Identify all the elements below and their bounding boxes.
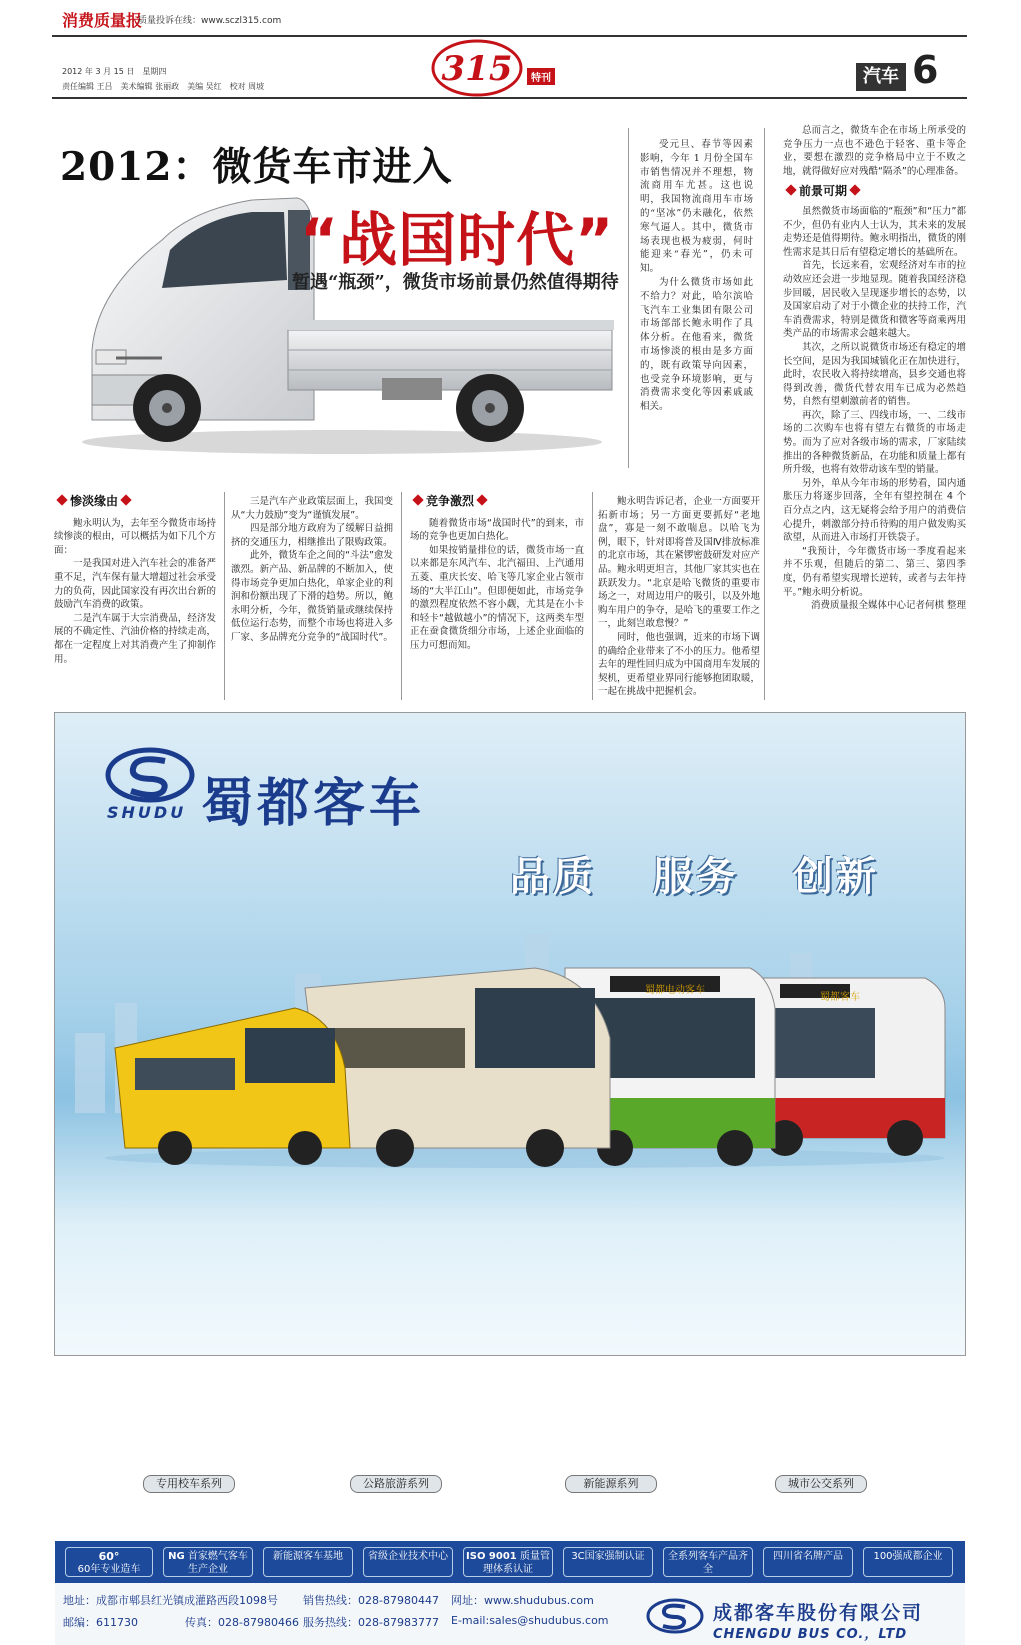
issue-date: 2012 年 3 月 15 日 星期四 [62,67,167,76]
intro-paragraph: 为什么微货市场如此不给力？对此，哈尔滨哈飞汽车工业集团有限公司市场部部长鲍永明作了具体分析。在他看来，微货市场惨淡的根由是多方面的，既有政策导向因素，也受竞争环境影响，更与消费需求变化等因素戚戚相关。 [640,276,753,413]
brand-english: SHUDU [107,803,187,822]
slogan-quality: 品质 [510,854,596,900]
masthead: 消费质量报 [62,11,143,30]
badge-brand: 四川省名牌产品 [763,1547,853,1577]
page-number: 6 [912,48,939,92]
column-divider [628,128,629,468]
paragraph: 同时，他也强调，近来的市场下调的确给企业带来了不小的压力。他希望去年的理性回归成为中国商用车发展的契机，更希望业界同行能够抱团取暖，一起在挑战中把握机会。 [598,631,760,698]
gold-coach-bus [305,968,610,1167]
header-rule-bottom [52,97,967,99]
bullet-icon [849,185,860,196]
column-4 [598,495,760,699]
paragraph: 首先，长远来看，宏观经济对车市的拉动效应还会进一步地显现。随着我国经济稳步回暖，居民收入呈现逐步增长的态势，以及国家启动了对于小微企业的扶持工作，汽车消费需求，特别是微货和微客等商乘两用类产品的市场需求会越来越大。 [783,260,966,340]
series-label: 新能源系列 [565,1475,657,1493]
slogan-innovation: 创新 [793,854,879,900]
email[interactable]: E-mail:sales@shudubus.com [451,1614,609,1627]
bullet-icon [120,494,131,505]
bullet-icon [412,494,423,505]
paragraph: 二是汽车属于大宗消费品，经济发展的不确定性、汽油价格的持续走高，都在一定程度上对其消费产生了抑制作用。 [54,612,216,665]
paragraph: 其次，之所以说微货市场还有稳定的增长空间，是因为我国城镇化正在加快进行，此时，农民收入将持续增高，县乡交通也将得到改善，微货代替农用车已成为必然趋势，自然有望刺激前者的销售。 [783,341,966,408]
intro-column [640,138,753,414]
bullet-icon [785,185,796,196]
intro-paragraph: 受元旦、春节等因素影响，今年 1 月份全国车市销售情况并不理想，物流商用车尤甚。这也说明，我国物流商用车市场的“坚冰”仍未融化，依然寒气逼人。其中，微货市场表现也极为疲弱，何时能迎来“春光”，仍未可知。 [640,139,753,275]
service-phone: 服务热线：028-87983777 [303,1616,439,1629]
company-name-english: CHENGDU BUS CO.，LTD [713,1627,908,1642]
section-heading: 前景可期 [783,185,966,199]
complaint-url: 质量投诉在线：www.sczl315.com [138,16,282,26]
bullet-icon [476,494,487,505]
bus-destination-sign: 蜀都客车 [820,992,860,1003]
paragraph: 一是我国对进入汽车社会的准备严重不足，汽车保有量大增超过社会承受力的负荷，因此国家没有再次出台新的鼓励汽车消费的政策。 [54,558,216,611]
badge-60-years: 60° 60年专业造车 [65,1547,153,1577]
badge-top100: 100强成都企业 [863,1547,953,1577]
paragraph: 此外，微货车企之间的“斗法”愈发激烈。新产品、新品牌的不断加入，使得市场竞争更加白热化，单家企业的利润和份额出现了下滑的趋势。所以，鲍永明分析，今年，微货销量或继续保持低位运行态势，而整个市场也将进入多厂家、多品牌充分竞争的“战国时代”。 [231,550,393,643]
fax: 传真：028-87980466 [185,1616,299,1629]
paragraph: 虽然微货市场面临的“瓶颈”和“压力”都不少，但仍有业内人士认为，其未来的发展走势还是值得期待。鲍永明指出，微货的刚性需求是其日后有望稳定增长的基础所在。 [783,205,966,258]
paragraph: 四是部分地方政府为了缓解日益拥挤的交通压力，相继推出了限购政策。 [231,523,393,548]
badge-3c: 3C国家强制认证 [563,1547,653,1577]
section-heading: 竞争激烈 [410,495,584,509]
badge-iso9001: ISO 9001 质量管理体系认证 [463,1547,553,1577]
badge-tech-center: 省级企业技术中心 [363,1547,453,1577]
subheadline: 暂遇“瓶颈”，微货市场前景仍然值得期待 [292,272,619,293]
badge-new-energy: 新能源客车基地 [263,1547,353,1577]
bus-lineup [95,948,955,1168]
special-315-logo [430,36,525,98]
column-divider [592,492,593,700]
column-3 [410,495,584,653]
paragraph: 如果按销量排位的话，微货市场一直以来都是东风汽车、北汽福田、上汽通用五菱、重庆长安、哈飞等几家企业占领市场的“大半江山”。但即便如此，市场竞争的激烈程度依然不容小觑，尤其是在小卡和轻卡“越做越小”的情况下，这两类车型正在蚕食微货细分市场，上述企业面临的压力可想而知。 [410,544,584,651]
yellow-school-bus [115,1008,350,1165]
column-divider [224,492,225,700]
byline: 消费质量报全媒体中心记者何棋 整理 [810,600,966,612]
section-heading: 惨淡缘由 [54,495,216,509]
shudu-bus-advertisement [54,712,966,1642]
paragraph: 随着微货市场“战国时代”的到来，市场的竞争也更加白热化。 [410,517,584,543]
shudu-logo-icon [105,747,195,803]
paragraph: 另外，单从今年市场的形势看，国内通胀压力将逐步回落，全年有望控制在 4 个百分点之内，这无疑将会给予用户的消费信心提升，刺激部分持币待购的用户做发购买欲望，从而进入市场打开铁袋子。 [783,477,966,544]
bullet-icon [56,494,67,505]
column-2 [231,495,393,645]
paragraph: 总而言之，微货车企在市场上所承受的竞争压力一点也不逊色于轻客、重卡等企业，要想在激烈的竞争格局中立于不败之地，就得做好应对残酷“隔杀”的心理准备。 [783,125,966,177]
section-label: 汽车 [856,63,906,91]
website[interactable]: 网址：www.shudubus.com [451,1594,594,1607]
sales-phone: 销售热线：028-87980447 [303,1594,439,1607]
postcode: 邮编：611730 [63,1616,138,1629]
slogan-service: 服务 [653,854,739,900]
headline-highlight: “战国时代” [300,206,615,274]
certification-bar [55,1541,965,1583]
paragraph: 鲍永明认为，去年至今微货市场持续惨淡的根由，可以概括为如下几个方面： [54,517,216,556]
column-divider [401,492,402,700]
bus-destination-sign: 蜀都电动客车 [645,985,705,996]
headline: 2012：微货车市进入 [60,144,453,190]
svg-text:315: 315 [441,49,513,89]
column-divider [764,128,765,700]
company-logo-icon [645,1597,705,1635]
editors-line: 责任编辑 王吕 美术编辑 张丽政 美编 吴红 校对 周坡 [62,82,265,91]
paragraph: 再次，除了三、四线市场，一、二线市场的二次购车也将有望左右微货的市场走势。而为了应对各级市场的需求，厂家陆续推出的各种微货新品，在功能和质量上都有所升级，也将有效带动该车型的销量。 [783,409,966,476]
paragraph: “我预计，今年微货市场一季度看起来并不乐观，但随后的第二、第三、第四季度，仍有希望实现增长逆转，或者与去年持平。”鲍永明分析说。 [783,545,966,598]
series-label: 城市公交系列 [775,1475,867,1493]
series-label: 专用校车系列 [143,1475,235,1493]
paragraph: 三是汽车产业政策层面上，我国变从“大力鼓励”变为“谨慎发展”。 [231,496,393,521]
badge-full-range: 全系列客车产品齐全 [663,1547,753,1577]
paragraph: 鲍永明告诉记者，企业一方面要开拓新市场；另一方面更要抓好“老地盘”，寡是一刻不敢喘息。以哈飞为例，眼下，针对即将普及国Ⅳ排放标准的北京市场，其在紧锣密鼓研发对应产品。鲍永明更坦言，其他厂家其实也在跃跃发力。“北京是哈飞微货的重要市场之一，对周边用户的吸引，以及外地购车用户的争夺，是哈飞的重要工作之一，此刻岂敢怠慢？” [598,496,760,630]
series-label: 公路旅游系列 [350,1475,442,1493]
column-1 [54,495,216,666]
address: 地址：成都市郫县红光镇成灌路西段1098号 [63,1594,278,1607]
brand-name: 蜀都客车 [201,774,426,834]
right-column [783,124,966,613]
company-name: 成都客车股份有限公司 [713,1602,924,1624]
special-label: 特刊 [527,68,555,85]
badge-ng: NG 首家燃气客车生产企业 [163,1547,253,1577]
